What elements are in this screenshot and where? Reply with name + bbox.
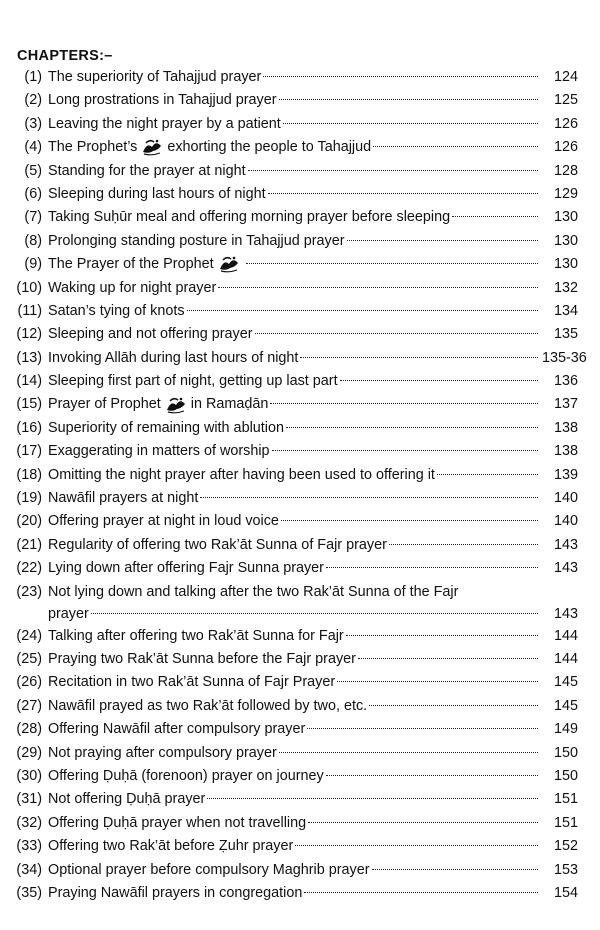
toc-entry bbox=[10, 113, 590, 136]
chapter-number: (6) bbox=[24, 185, 42, 202]
chapter-number: (26) bbox=[16, 674, 42, 691]
chapter-title: Waking up for night prayer bbox=[48, 279, 217, 296]
toc-entry bbox=[10, 581, 590, 603]
honorific-calligraphy-icon bbox=[218, 255, 240, 273]
chapter-title: Long prostrations in Tahajjud prayer bbox=[48, 92, 277, 109]
chapter-page-number: 140 bbox=[553, 490, 578, 507]
dot-leader bbox=[347, 240, 538, 241]
chapter-page-number: 138 bbox=[553, 443, 578, 460]
chapter-number: (12) bbox=[16, 326, 42, 343]
honorific-calligraphy-icon bbox=[141, 138, 163, 156]
chapter-page-number: 152 bbox=[553, 838, 578, 855]
chapter-number: (24) bbox=[16, 627, 42, 644]
dot-leader bbox=[270, 403, 538, 404]
chapter-title: Sleeping first part of night, getting up last part bbox=[48, 373, 338, 390]
dot-leader bbox=[218, 287, 538, 288]
chapter-page-number: 143 bbox=[553, 536, 578, 553]
dot-leader bbox=[369, 705, 538, 706]
chapter-title: Offering Ḍuḥā (forenoon) prayer on journey bbox=[48, 767, 324, 784]
chapter-title: Offering Ḍuḥā prayer when not travelling bbox=[48, 814, 307, 831]
chapter-title-part: The Prophet’s bbox=[48, 139, 138, 156]
chapter-title: Offering prayer at night in loud voice bbox=[48, 513, 279, 530]
dot-leader bbox=[452, 216, 538, 217]
chapter-page-number: 126 bbox=[553, 115, 578, 132]
chapter-title: Standing for the prayer at night bbox=[48, 162, 246, 179]
chapter-title: The superiority of Tahajjud prayer bbox=[48, 69, 262, 85]
chapter-number: (31) bbox=[16, 791, 42, 808]
chapter-title: Exaggerating in matters of worship bbox=[48, 443, 270, 460]
chapter-page-number: 130 bbox=[553, 209, 578, 226]
chapter-number: (7) bbox=[24, 209, 42, 226]
chapter-number: (1) bbox=[24, 69, 42, 85]
chapter-number: (27) bbox=[16, 697, 42, 714]
chapter-title: Nawāfil prayed as two Rak’āt followed by two, etc. bbox=[48, 697, 368, 714]
chapter-number: (33) bbox=[16, 838, 42, 855]
chapter-title: Nawāfil prayers at night bbox=[48, 490, 199, 507]
chapter-number: (19) bbox=[16, 490, 42, 507]
dot-leader bbox=[272, 450, 538, 451]
chapter-title bbox=[48, 253, 244, 276]
chapter-page-number: 128 bbox=[553, 162, 578, 179]
chapter-number: (8) bbox=[24, 232, 42, 249]
chapter-title: Not lying down and talking after the two Rak’āt Sunna of the Fajr bbox=[48, 583, 459, 600]
toc-entry bbox=[10, 393, 590, 416]
chapter-page-number: 151 bbox=[553, 814, 578, 831]
toc-entry bbox=[10, 859, 590, 882]
chapter-number: (5) bbox=[24, 162, 42, 179]
chapter-number: (2) bbox=[24, 92, 42, 109]
chapter-number: (25) bbox=[16, 650, 42, 667]
chapter-title: Taking Suḥūr meal and offering morning prayer before sleeping bbox=[48, 209, 451, 226]
chapter-title: Offering Nawāfil after compulsory prayer bbox=[48, 721, 306, 738]
dot-leader bbox=[279, 752, 538, 753]
toc-entry bbox=[10, 277, 590, 300]
chapter-title bbox=[48, 136, 371, 159]
toc-entry bbox=[10, 534, 590, 557]
toc-entry bbox=[10, 788, 590, 811]
chapter-number: (22) bbox=[16, 560, 42, 577]
chapter-number: (30) bbox=[16, 767, 42, 784]
chapter-number: (14) bbox=[16, 373, 42, 390]
dot-leader bbox=[437, 474, 538, 475]
toc-entry bbox=[10, 206, 590, 229]
dot-leader bbox=[326, 567, 538, 568]
chapter-title: Sleeping and not offering prayer bbox=[48, 326, 253, 343]
dot-leader bbox=[283, 123, 538, 124]
chapter-title-part: exhorting the people to Tahajjud bbox=[167, 139, 372, 156]
chapter-number: (4) bbox=[24, 139, 42, 156]
dot-leader bbox=[337, 681, 538, 682]
chapter-page-number: 149 bbox=[553, 721, 578, 738]
dot-leader bbox=[307, 728, 538, 729]
dot-leader bbox=[346, 635, 538, 636]
dot-leader bbox=[373, 146, 538, 147]
dot-leader bbox=[279, 99, 538, 100]
chapter-page-number: 137 bbox=[553, 396, 578, 413]
chapter-number: (20) bbox=[16, 513, 42, 530]
chapter-title: Superiority of remaining with ablution bbox=[48, 419, 284, 436]
chapter-page-number: 132 bbox=[553, 279, 578, 296]
chapter-page-number: 135-36 bbox=[542, 349, 587, 366]
chapter-title: Talking after offering two Rak’āt Sunna for Fajr bbox=[48, 627, 344, 644]
chapter-page-number: 139 bbox=[553, 466, 578, 483]
dot-leader bbox=[207, 798, 538, 799]
toc-entry bbox=[10, 812, 590, 835]
chapter-title-part: in Ramaḍān bbox=[190, 396, 269, 413]
dot-leader bbox=[281, 520, 538, 521]
chapter-number: (35) bbox=[16, 884, 42, 901]
toc-entry bbox=[10, 695, 590, 718]
chapter-page-number: 140 bbox=[553, 513, 578, 530]
toc-entry bbox=[10, 347, 590, 370]
dot-leader bbox=[286, 427, 538, 428]
toc-entry bbox=[10, 183, 590, 206]
chapter-page-number: 134 bbox=[553, 302, 578, 319]
dot-leader bbox=[91, 613, 538, 614]
chapter-title: Offering two Rak’āt before Ẓuhr prayer bbox=[48, 838, 294, 855]
toc-entry bbox=[10, 625, 590, 648]
chapter-page-number: 154 bbox=[553, 884, 578, 901]
chapter-title: Regularity of offering two Rak’āt Sunna of Fajr prayer bbox=[48, 536, 387, 553]
chapter-title bbox=[48, 393, 268, 416]
chapter-title: Sleeping during last hours of night bbox=[48, 185, 266, 202]
chapter-page-number: 143 bbox=[553, 605, 578, 622]
chapter-number: (3) bbox=[24, 115, 42, 132]
toc-entry bbox=[10, 160, 590, 183]
chapter-page-number: 126 bbox=[553, 139, 578, 156]
toc-entry bbox=[10, 765, 590, 788]
chapter-page-number: 129 bbox=[553, 185, 578, 202]
chapter-title: Invoking Allāh during last hours of night bbox=[48, 349, 299, 366]
chapter-number: (11) bbox=[17, 302, 42, 319]
chapter-number: (32) bbox=[16, 814, 42, 831]
chapter-number: (13) bbox=[16, 349, 42, 366]
toc-entry bbox=[10, 510, 590, 533]
chapter-title-part: The Prayer of the Prophet bbox=[48, 256, 214, 273]
chapter-page-number: 130 bbox=[553, 256, 578, 273]
toc-entry bbox=[10, 253, 590, 276]
toc-entry bbox=[10, 89, 590, 112]
dot-leader bbox=[263, 76, 538, 77]
dot-leader bbox=[304, 892, 538, 893]
chapter-page-number: 124 bbox=[553, 69, 578, 85]
chapter-title-part: Prayer of Prophet bbox=[48, 396, 161, 413]
honorific-calligraphy-icon bbox=[165, 396, 187, 414]
chapter-number: (29) bbox=[16, 744, 42, 761]
chapter-number: (21) bbox=[16, 536, 42, 553]
chapter-page-number: 136 bbox=[553, 373, 578, 390]
toc-entry bbox=[10, 370, 590, 393]
dot-leader bbox=[255, 333, 538, 334]
dot-leader bbox=[248, 170, 538, 171]
chapter-title: prayer bbox=[48, 605, 89, 622]
chapter-title: Praying two Rak’āt Sunna before the Fajr prayer bbox=[48, 650, 356, 667]
chapter-number: (28) bbox=[16, 721, 42, 738]
chapter-number: (34) bbox=[16, 861, 42, 878]
toc-entry bbox=[10, 487, 590, 510]
toc-entry-continuation bbox=[10, 603, 590, 625]
chapter-title: Satan’s tying of knots bbox=[48, 302, 185, 319]
chapter-page-number: 135 bbox=[553, 326, 578, 343]
chapter-page-number: 144 bbox=[553, 650, 578, 667]
chapter-title: Omitting the night prayer after having been used to offering it bbox=[48, 466, 435, 483]
chapter-number: (16) bbox=[16, 419, 42, 436]
dot-leader bbox=[372, 869, 538, 870]
table-of-contents bbox=[10, 66, 590, 905]
chapter-page-number: 130 bbox=[553, 232, 578, 249]
chapter-page-number: 151 bbox=[553, 791, 578, 808]
chapter-title: Praying Nawāfil prayers in congregation bbox=[48, 884, 303, 901]
dot-leader bbox=[300, 357, 538, 358]
chapter-page-number: 125 bbox=[553, 92, 578, 109]
chapter-number: (9) bbox=[24, 256, 42, 273]
chapter-number: (10) bbox=[16, 279, 42, 296]
chapter-page-number: 153 bbox=[553, 861, 578, 878]
toc-entry bbox=[10, 835, 590, 858]
page-heading: CHAPTERS:– bbox=[17, 48, 113, 64]
toc-entry bbox=[10, 323, 590, 346]
chapter-number: (15) bbox=[16, 396, 42, 413]
chapter-title: Prolonging standing posture in Tahajjud prayer bbox=[48, 232, 345, 249]
chapter-page-number: 144 bbox=[553, 627, 578, 644]
toc-entry bbox=[10, 557, 590, 580]
chapter-page-number: 150 bbox=[553, 744, 578, 761]
chapter-title: Recitation in two Rak’āt Sunna of Fajr Prayer bbox=[48, 674, 336, 691]
chapter-title: Optional prayer before compulsory Maghrib prayer bbox=[48, 861, 370, 878]
toc-entry bbox=[10, 417, 590, 440]
chapter-title: Lying down after offering Fajr Sunna prayer bbox=[48, 560, 324, 577]
dot-leader bbox=[187, 310, 538, 311]
toc-entry bbox=[10, 66, 590, 89]
dot-leader bbox=[326, 775, 538, 776]
chapter-title: Not offering Ḍuḥā prayer bbox=[48, 791, 206, 808]
dot-leader bbox=[200, 497, 538, 498]
toc-entry bbox=[10, 882, 590, 905]
toc-entry bbox=[10, 648, 590, 671]
toc-entry bbox=[10, 136, 590, 159]
dot-leader bbox=[389, 544, 538, 545]
chapter-page-number: 138 bbox=[553, 419, 578, 436]
toc-entry bbox=[10, 671, 590, 694]
toc-entry bbox=[10, 300, 590, 323]
toc-entry bbox=[10, 742, 590, 765]
toc-entry bbox=[10, 230, 590, 253]
dot-leader bbox=[268, 193, 538, 194]
dot-leader bbox=[246, 263, 538, 264]
chapter-number: (23) bbox=[16, 583, 42, 600]
chapter-number: (17) bbox=[16, 443, 42, 460]
dot-leader bbox=[340, 380, 538, 381]
chapter-title: Leaving the night prayer by a patient bbox=[48, 115, 281, 132]
toc-entry bbox=[10, 440, 590, 463]
chapter-page-number: 143 bbox=[553, 560, 578, 577]
chapter-page-number: 145 bbox=[553, 697, 578, 714]
chapter-page-number: 150 bbox=[553, 767, 578, 784]
chapter-title: Not praying after compulsory prayer bbox=[48, 744, 277, 761]
chapter-number: (18) bbox=[16, 466, 42, 483]
dot-leader bbox=[358, 658, 538, 659]
toc-entry bbox=[10, 718, 590, 741]
dot-leader bbox=[308, 822, 538, 823]
chapter-page-number: 145 bbox=[553, 674, 578, 691]
dot-leader bbox=[295, 845, 538, 846]
toc-entry bbox=[10, 464, 590, 487]
